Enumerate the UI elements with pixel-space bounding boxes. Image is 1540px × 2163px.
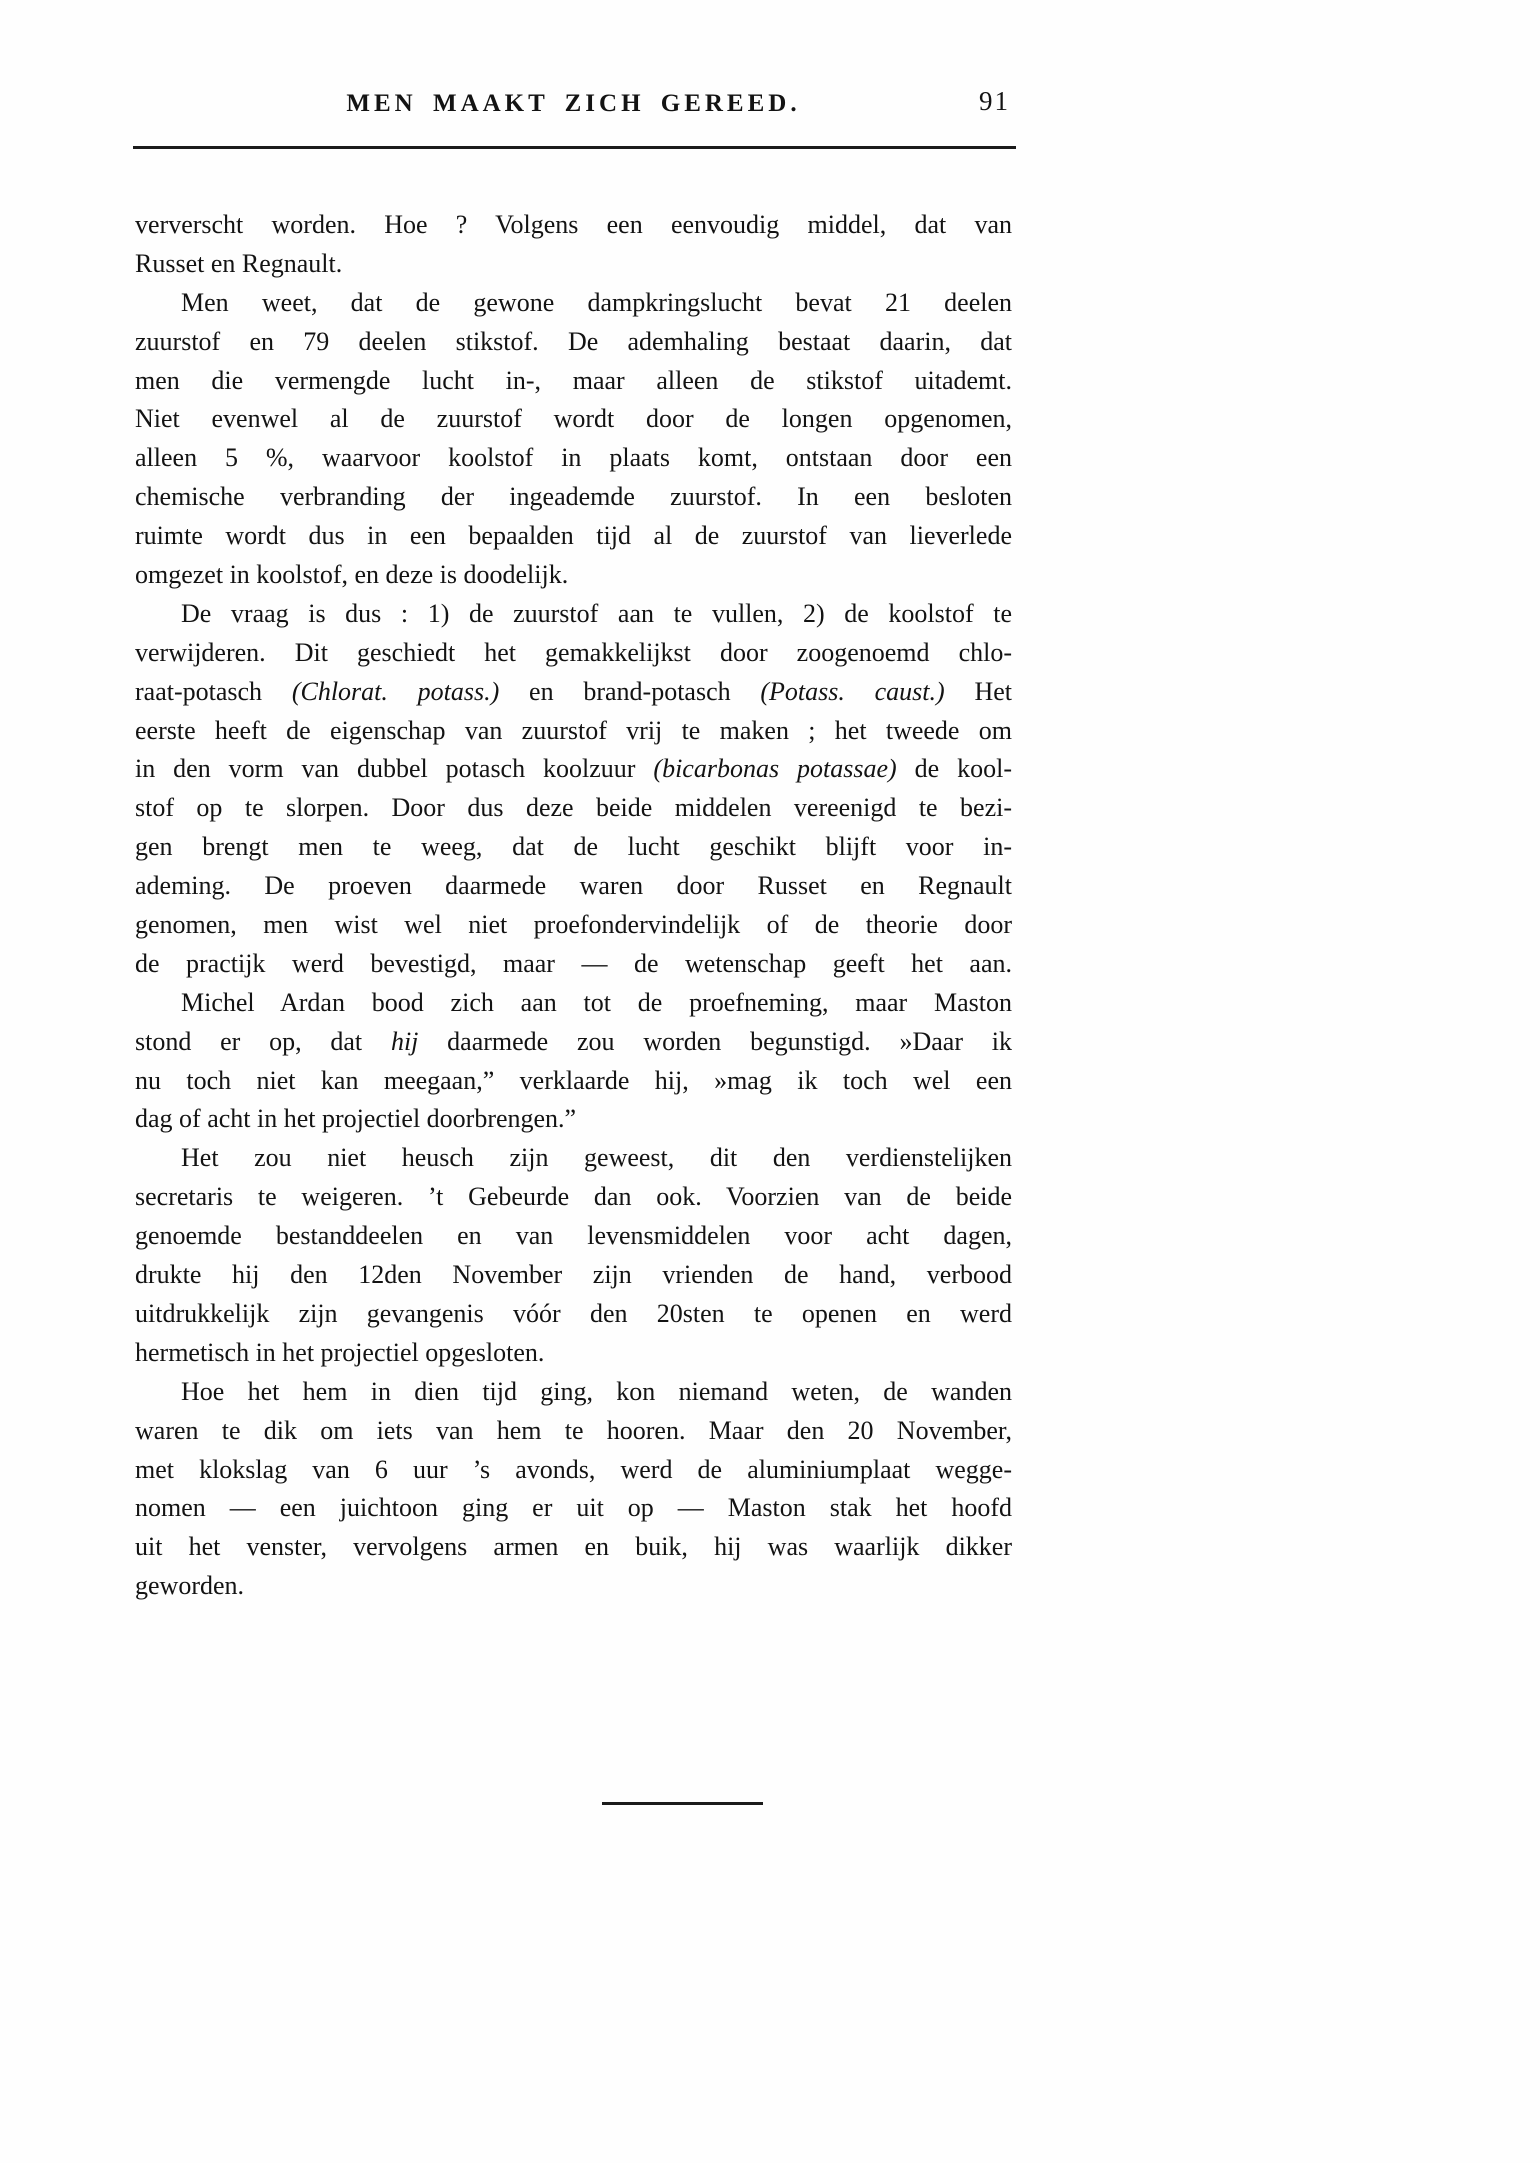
text-segment: De vraag is dus : 1) de zuurstof aan te vullen, 2) de koolstof te: [181, 598, 1012, 628]
italic-text-segment: (Potass. caust.): [760, 676, 945, 706]
text-segment: ververscht worden. Hoe ? Volgens een eenvoudig middel, dat van: [135, 210, 1012, 239]
text-segment: raat-potasch: [135, 676, 292, 706]
text-segment: Het zou niet heusch zijn geweest, dit den verdienstelijken: [181, 1143, 1012, 1173]
text-line: [135, 478, 1012, 517]
page-body: [135, 206, 1012, 1606]
text-line: [135, 284, 1012, 323]
text-line: [135, 1062, 1012, 1101]
text-segment: verwijderen. Dit geschiedt het gemakkelijkst door zoogenoemd chlo-: [135, 637, 1012, 667]
text-line: [135, 400, 1012, 439]
italic-text-segment: hij: [390, 1026, 419, 1056]
text-line: [135, 323, 1012, 362]
running-head-title: MEN MAAKT ZICH GEREED.: [346, 90, 801, 117]
italic-text-segment: (Chlorat. potass.): [291, 676, 500, 706]
text-segment: secretaris te weigeren. ’t Gebeurde dan ook. Voorzien van de beide: [135, 1182, 1012, 1212]
text-line: [135, 1567, 1012, 1606]
text-line: [135, 1412, 1012, 1451]
text-segment: drukte hij den 12den November zijn vrienden de hand, verbood: [135, 1260, 1012, 1290]
text-line: [135, 1023, 1012, 1062]
text-line: [135, 945, 1012, 984]
header-rule: [133, 146, 1016, 149]
text-segment: gen brengt men te weeg, dat de lucht geschikt blijft voor in-: [135, 832, 1012, 862]
text-line: [135, 1256, 1012, 1295]
text-segment: Het: [944, 676, 1012, 706]
text-line: [135, 556, 1012, 595]
text-line: [135, 362, 1012, 401]
text-line: [135, 1528, 1012, 1567]
text-segment: men die vermengde lucht in-, maar alleen de stikstof uitademt.: [135, 365, 1012, 395]
text-line: [135, 634, 1012, 673]
text-segment: en brand-potasch: [499, 676, 761, 706]
text-segment: de kool-: [896, 754, 1012, 784]
text-line: [135, 673, 1012, 712]
text-segment: uitdrukkelijk zijn gevangenis vóór den 20sten te openen en werd: [135, 1298, 1012, 1328]
text-line: [135, 1489, 1012, 1528]
text-segment: de practijk werd bevestigd, maar — de wetenschap geeft het aan.: [135, 948, 1012, 978]
text-segment: genomen, men wist wel niet proefondervindelijk of de theorie door: [135, 910, 1012, 940]
text-segment: genoemde bestanddeelen en van levensmiddelen voor acht dagen,: [135, 1221, 1012, 1251]
text-line: [135, 789, 1012, 828]
text-segment: stond er op, dat: [135, 1026, 391, 1056]
text-segment: Hoe het hem in dien tijd ging, kon niemand weten, de wanden: [181, 1376, 1012, 1406]
text-segment: hermetisch in het projectiel opgesloten.: [135, 1337, 545, 1367]
text-segment: in den vorm van dubbel potasch koolzuur: [135, 754, 654, 784]
page-header: [135, 72, 1012, 150]
text-segment: ruimte wordt dus in een bepaalden tijd al de zuurstof van lieverlede: [135, 521, 1012, 551]
text-segment: alleen 5 %, waarvoor koolstof in plaats komt, ontstaan door een: [135, 443, 1012, 473]
text-segment: eerste heeft de eigenschap van zuurstof vrij te maken ; het tweede om: [135, 715, 1012, 745]
text-segment: waren te dik om iets van hem te hooren. Maar den 20 November,: [135, 1415, 1012, 1445]
text-line: [135, 1217, 1012, 1256]
text-line: [135, 1373, 1012, 1412]
text-segment: Niet evenwel al de zuurstof wordt door de longen opgenomen,: [135, 404, 1012, 434]
text-segment: Men weet, dat de gewone dampkringslucht bevat 21 deelen: [181, 287, 1012, 317]
section-end-rule: [602, 1802, 763, 1805]
text-line: [135, 1178, 1012, 1217]
text-segment: nomen — een juichtoon ging er uit op — Maston stak het hoofd: [135, 1493, 1012, 1523]
text-line: [135, 595, 1012, 634]
text-line: [135, 517, 1012, 556]
italic-text-segment: (bicarbonas potassae): [653, 754, 897, 784]
text-segment: Michel Ardan bood zich aan tot de proefneming, maar Maston: [181, 987, 1012, 1017]
text-segment: stof op te slorpen. Door dus deze beide middelen vereenigd te bezi-: [135, 793, 1012, 823]
text-line: [135, 1451, 1012, 1490]
text-line: [135, 867, 1012, 906]
text-segment: ademing. De proeven daarmede waren door Russet en Regnault: [135, 871, 1012, 901]
text-line: [135, 712, 1012, 751]
text-segment: daarmede zou worden begunstigd. »Daar ik: [418, 1026, 1012, 1056]
text-segment: uit het venster, vervolgens armen en buik, hij was waarlijk dikker: [135, 1532, 1012, 1562]
text-line: [135, 439, 1012, 478]
text-line: [135, 906, 1012, 945]
text-line: [135, 828, 1012, 867]
text-line: [135, 1139, 1012, 1178]
text-segment: geworden.: [135, 1571, 245, 1601]
text-segment: chemische verbranding der ingeademde zuurstof. In een besloten: [135, 482, 1012, 512]
text-segment: omgezet in koolstof, en deze is doodelijk.: [135, 560, 569, 590]
text-line: [135, 1295, 1012, 1334]
page-number: 91: [979, 86, 1010, 116]
text-line: [135, 750, 1012, 789]
text-segment: zuurstof en 79 deelen stikstof. De ademhaling bestaat daarin, dat: [135, 326, 1012, 356]
text-line: [135, 984, 1012, 1023]
text-line: [135, 1334, 1012, 1373]
text-line: [135, 245, 1012, 284]
text-segment: nu toch niet kan meegaan,” verklaarde hij, »mag ik toch wel een: [135, 1065, 1012, 1095]
text-line: [135, 206, 1012, 245]
text-segment: dag of acht in het projectiel doorbrengen.”: [135, 1104, 577, 1134]
text-block: [135, 72, 1012, 1606]
text-segment: Russet en Regnault.: [135, 248, 343, 278]
text-line: [135, 1100, 1012, 1139]
text-segment: met klokslag van 6 uur ’s avonds, werd de aluminiumplaat wegge-: [135, 1454, 1012, 1484]
